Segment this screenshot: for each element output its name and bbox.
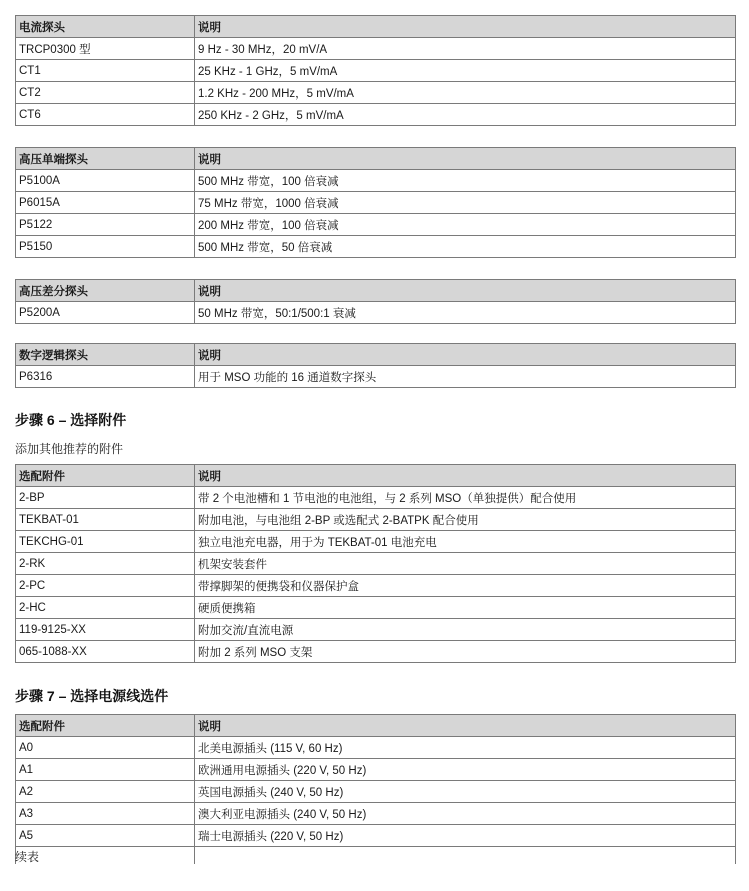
table-row bbox=[16, 781, 736, 803]
column-header-description: 说明 bbox=[195, 715, 736, 737]
cell-item: 065-1088-XX bbox=[16, 641, 195, 663]
cell-item: A5 bbox=[16, 825, 195, 847]
hv-single-ended-probes-table bbox=[15, 147, 736, 258]
step6-title: 步骤 6 – 选择附件 bbox=[15, 412, 127, 428]
cell-description: 带撑脚架的便携袋和仪器保护盒 bbox=[195, 575, 736, 597]
table-row bbox=[16, 214, 736, 236]
power-cord-options-table bbox=[15, 714, 736, 847]
table-row bbox=[16, 575, 736, 597]
cell-description: 附加交流/直流电源 bbox=[195, 619, 736, 641]
column-header-item: 高压单端探头 bbox=[16, 148, 195, 170]
cell-description: 硬质便携箱 bbox=[195, 597, 736, 619]
column-header-item: 选配附件 bbox=[16, 465, 195, 487]
cell-description: 瑞士电源插头 (220 V, 50 Hz) bbox=[195, 825, 736, 847]
cell-item: A1 bbox=[16, 759, 195, 781]
cell-description: 带 2 个电池槽和 1 节电池的电池组，与 2 系列 MSO（单独提供）配合使用 bbox=[195, 487, 736, 509]
accessories-table bbox=[15, 464, 736, 663]
table-row bbox=[16, 825, 736, 847]
cell-description: 500 MHz 带宽，100 倍衰减 bbox=[195, 170, 736, 192]
cell-item: P5150 bbox=[16, 236, 195, 258]
column-header-item: 选配附件 bbox=[16, 715, 195, 737]
cell-description: 500 MHz 带宽，50 倍衰减 bbox=[195, 236, 736, 258]
logic-probes-table bbox=[15, 343, 736, 388]
cell-description: 北美电源插头 (115 V, 60 Hz) bbox=[195, 737, 736, 759]
table-header-row bbox=[16, 715, 736, 737]
table-row bbox=[16, 366, 736, 388]
cell-item: TEKCHG-01 bbox=[16, 531, 195, 553]
cell-description: 用于 MSO 功能的 16 通道数字探头 bbox=[195, 366, 736, 388]
cell-description: 独立电池充电器，用于为 TEKBAT-01 电池充电 bbox=[195, 531, 736, 553]
cell-description: 英国电源插头 (240 V, 50 Hz) bbox=[195, 781, 736, 803]
cell-item: A2 bbox=[16, 781, 195, 803]
cell-item: P6316 bbox=[16, 366, 195, 388]
table-row bbox=[16, 170, 736, 192]
cell-description: 澳大利亚电源插头 (240 V, 50 Hz) bbox=[195, 803, 736, 825]
table-row bbox=[16, 60, 736, 82]
table-row bbox=[16, 302, 736, 324]
column-header-description: 说明 bbox=[195, 280, 736, 302]
cell-item: A3 bbox=[16, 803, 195, 825]
table-header-row bbox=[16, 280, 736, 302]
cell-item: P5122 bbox=[16, 214, 195, 236]
continued-label: 续表 bbox=[15, 850, 40, 864]
cell-description: 9 Hz - 30 MHz，20 mV/A bbox=[195, 38, 736, 60]
cell-description: 机架安装套件 bbox=[195, 553, 736, 575]
table-header-row bbox=[16, 148, 736, 170]
cell-item: 2-BP bbox=[16, 487, 195, 509]
cell-item: P5200A bbox=[16, 302, 195, 324]
table-row bbox=[16, 553, 736, 575]
table-row bbox=[16, 597, 736, 619]
cell-item: TRCP0300 型 bbox=[16, 38, 195, 60]
table-row bbox=[16, 104, 736, 126]
table-header-row bbox=[16, 344, 736, 366]
cell-item: 2-HC bbox=[16, 597, 195, 619]
column-header-description: 说明 bbox=[195, 465, 736, 487]
table-row bbox=[16, 803, 736, 825]
table-row bbox=[16, 759, 736, 781]
cell-description: 附加电池，与电池组 2-BP 或选配式 2-BATPK 配合使用 bbox=[195, 509, 736, 531]
step6-subtitle: 添加其他推荐的附件 bbox=[15, 442, 124, 456]
cell-item: CT2 bbox=[16, 82, 195, 104]
table-row bbox=[16, 487, 736, 509]
table-row bbox=[16, 509, 736, 531]
cell-item: 2-PC bbox=[16, 575, 195, 597]
cell-description: 200 MHz 带宽，100 倍衰减 bbox=[195, 214, 736, 236]
step7-title: 步骤 7 – 选择电源线选件 bbox=[15, 688, 169, 704]
column-header-description: 说明 bbox=[195, 148, 736, 170]
cell-item: 119-9125-XX bbox=[16, 619, 195, 641]
column-header-description: 说明 bbox=[195, 344, 736, 366]
cell-item: P5100A bbox=[16, 170, 195, 192]
cell-description: 附加 2 系列 MSO 支架 bbox=[195, 641, 736, 663]
cell-description: 25 KHz - 1 GHz，5 mV/mA bbox=[195, 60, 736, 82]
continued-border-mid bbox=[194, 846, 195, 864]
cell-item: CT1 bbox=[16, 60, 195, 82]
cell-item: P6015A bbox=[16, 192, 195, 214]
column-header-description: 说明 bbox=[195, 16, 736, 38]
cell-description: 50 MHz 带宽，50:1/500:1 衰减 bbox=[195, 302, 736, 324]
table-row bbox=[16, 38, 736, 60]
cell-item: CT6 bbox=[16, 104, 195, 126]
table-row bbox=[16, 192, 736, 214]
column-header-item: 高压差分探头 bbox=[16, 280, 195, 302]
table-row bbox=[16, 531, 736, 553]
cell-item: TEKBAT-01 bbox=[16, 509, 195, 531]
continued-border-right bbox=[735, 846, 736, 864]
current-probes-table bbox=[15, 15, 736, 126]
column-header-item: 数字逻辑探头 bbox=[16, 344, 195, 366]
cell-item: 2-RK bbox=[16, 553, 195, 575]
table-header-row bbox=[16, 465, 736, 487]
table-row bbox=[16, 82, 736, 104]
hv-differential-probes-table bbox=[15, 279, 736, 324]
cell-description: 75 MHz 带宽，1000 倍衰减 bbox=[195, 192, 736, 214]
table-row bbox=[16, 236, 736, 258]
column-header-item: 电流探头 bbox=[16, 16, 195, 38]
cell-item: A0 bbox=[16, 737, 195, 759]
cell-description: 250 KHz - 2 GHz，5 mV/mA bbox=[195, 104, 736, 126]
cell-description: 欧洲通用电源插头 (220 V, 50 Hz) bbox=[195, 759, 736, 781]
table-row bbox=[16, 737, 736, 759]
table-row bbox=[16, 641, 736, 663]
table-header-row bbox=[16, 16, 736, 38]
table-row bbox=[16, 619, 736, 641]
cell-description: 1.2 KHz - 200 MHz，5 mV/mA bbox=[195, 82, 736, 104]
